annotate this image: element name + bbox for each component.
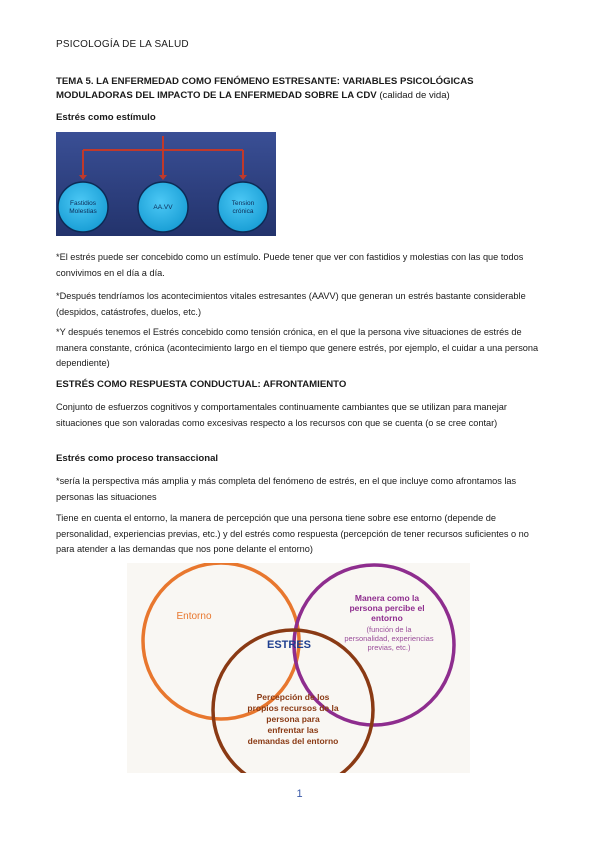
chapter-title-note: (calidad de vida) xyxy=(379,90,450,101)
transactional-venn-diagram xyxy=(127,563,470,773)
svg-text:entorno: entorno xyxy=(371,613,403,623)
section-heading-transactional: Estrés como proceso transaccional xyxy=(56,453,219,464)
chapter-title xyxy=(56,75,546,103)
page-number: 1 xyxy=(296,788,303,800)
running-header: PSICOLOGÍA DE LA SALUD xyxy=(56,39,189,50)
svg-text:enfrentar las: enfrentar las xyxy=(267,725,319,735)
svg-text:Manera como la: Manera como la xyxy=(354,593,420,603)
svg-text:personalidad, experiencias: personalidad, experiencias xyxy=(344,634,434,643)
node-label-tension-1: Tension xyxy=(231,200,255,207)
svg-text:(función de la: (función de la xyxy=(366,625,412,634)
stress-stimulus-diagram xyxy=(56,132,276,236)
node-label-fastidios-2: Molestias xyxy=(69,208,97,215)
paragraph-stimulus-3: *Y después tenemos el Estrés concebido como tensión crónica, en el que la persona vive situaciones de estrés de manera constante, crónica (acontecimiento largo en el tiempo que genere estrés, por ejemplo, el cuidar a una persona dependiente) xyxy=(56,327,539,368)
paragraph-transactional-1: *sería la perspectiva más amplia y más completa del fenómeno de estrés, en el que incluye como afrontamos las personas las situaciones xyxy=(56,476,517,502)
node-fastidios xyxy=(58,182,108,232)
section-heading-response: ESTRÉS COMO RESPUESTA CONDUCTUAL: AFRONTAMIENTO xyxy=(56,379,347,390)
svg-text:persona para: persona para xyxy=(266,714,320,724)
svg-text:propios recursos de la: propios recursos de la xyxy=(247,703,339,713)
venn-label-environment: Entorno xyxy=(176,611,212,622)
svg-text:Percepción de los: Percepción de los xyxy=(256,692,330,702)
node-label-tension-2: crónica xyxy=(232,208,254,215)
svg-text:persona percibe el: persona percibe el xyxy=(349,603,425,613)
node-label-aavv: AA.VV xyxy=(153,204,173,211)
svg-text:demandas del entorno: demandas del entorno xyxy=(247,736,339,746)
section-heading-stimulus: Estrés como estímulo xyxy=(56,112,156,123)
node-tension xyxy=(218,182,268,232)
paragraph-stimulus-2: *Después tendríamos los acontecimientos vitales estresantes (AAVV) que generan un estrés bastante considerable (despidos, catástrofes, duelos, etc.) xyxy=(56,291,526,317)
node-label-fastidios-1: Fastidios xyxy=(69,200,97,207)
paragraph-stimulus-1: *El estrés puede ser concebido como un estímulo. Puede tener que ver con fastidios y molestias con las que todos convivimos en el día a día. xyxy=(56,252,524,278)
venn-label-estres: ESTRES xyxy=(266,639,312,651)
paragraph-coping: Conjunto de esfuerzos cognitivos y comportamentales continuamente cambiantes que se utilizan para manejar situaciones que son valoradas como excesivas respecto a los recursos con que se cuenta (o se cree contar) xyxy=(56,402,507,428)
svg-text:previas, etc.): previas, etc.) xyxy=(367,643,411,652)
chapter-title-bold: TEMA 5. LA ENFERMEDAD COMO FENÓMENO ESTRESANTE: VARIABLES PSICOLÓGICAS MODULADORAS DEL IMPACTO DE LA ENFERMEDAD SOBRE LA CDV xyxy=(56,76,474,101)
paragraph-transactional-2: Tiene en cuenta el entorno, la manera de percepción que una persona tiene sobre ese entorno (depende de personalidad, experiencias previas, etc.) y del estrés como respuesta (percepción de tener recursos suficientes o no para atender a las demandas que nos pone delante el entorno) xyxy=(56,513,529,554)
